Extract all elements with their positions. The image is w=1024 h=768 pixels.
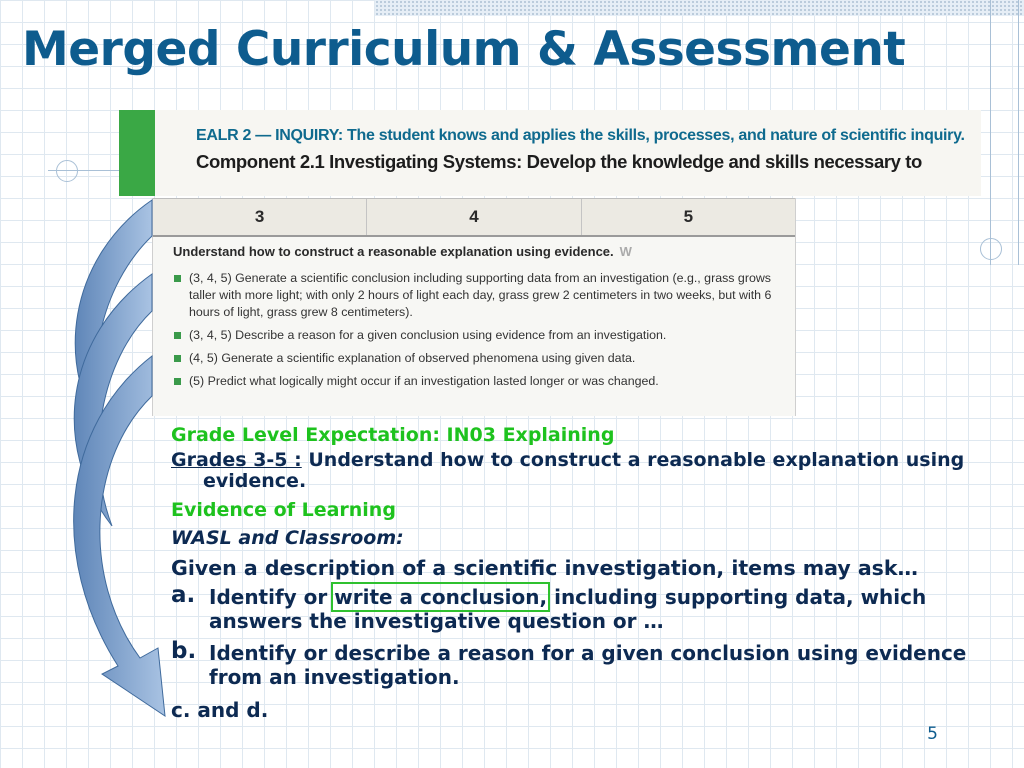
table-subheading-mark: W [619, 244, 632, 259]
top-decor-band [375, 0, 1024, 16]
item-b [171, 638, 1006, 689]
ealr-green-bar [119, 110, 155, 196]
table-header-cell: 3 [153, 199, 367, 235]
decor-circle [980, 238, 1002, 260]
decor-line [1018, 0, 1019, 265]
list-item [173, 373, 785, 390]
item-a-marker: a. [171, 582, 196, 608]
page-number: 5 [927, 724, 938, 744]
list-item [173, 270, 785, 321]
table-header-row [153, 198, 795, 237]
given-statement: Given a description of a scientific investigation, items may ask… [171, 556, 919, 580]
list-item-text: (3, 4, 5) Generate a scientific conclusion including supporting data from an investigation (e.g., grass grows taller with more light; with only 2 hours of light each day, grass grew 2 centimeters in two weeks, but with 6 hours of light, grass grew 8 centimeters). [189, 271, 772, 319]
item-a-pre: Identify or [209, 585, 335, 609]
wasl-label: WASL and Classroom: [171, 527, 404, 549]
highlighted-phrase: write a conclusion, [334, 585, 548, 609]
grades-label: Grades 3-5 : [171, 449, 302, 471]
list-item-text: (5) Predict what logically might occur if an investigation lasted longer or was changed. [189, 374, 659, 388]
table-subheading-text: Understand how to construct a reasonable explanation using evidence. [173, 244, 614, 259]
item-b-marker: b. [171, 638, 197, 664]
grades-text: Understand how to construct a reasonable explanation using evidence. [203, 449, 965, 492]
evidence-label: Evidence of Learning [171, 499, 396, 521]
gle-label: Grade Level Expectation: IN03 Explaining [171, 424, 615, 446]
decor-circle [56, 160, 78, 182]
item-a-post: including supporting data, which answers the investigative question or … [209, 585, 927, 633]
list-item-text: (3, 4, 5) Describe a reason for a given conclusion using evidence from an investigation. [189, 328, 667, 342]
item-b-text: Identify or describe a reason for a given conclusion using evidence from an investigation. [209, 641, 967, 689]
ealr-heading: EALR 2 — INQUIRY: The student knows and applies the skills, processes, and nature of scientific inquiry. [196, 127, 965, 144]
slide-body [171, 422, 1006, 723]
table-header-cell: 4 [367, 199, 581, 235]
gle-table-excerpt [152, 198, 796, 416]
grades-paragraph [171, 450, 1006, 492]
list-item [173, 350, 785, 367]
ealr-component: Component 2.1 Investigating Systems: Develop the knowledge and skills necessary to [196, 151, 922, 172]
decor-line [990, 0, 991, 265]
ealr-excerpt [119, 110, 981, 196]
list-item [173, 327, 785, 344]
table-subheading [173, 244, 632, 259]
table-header-cell: 5 [683, 207, 694, 226]
list-item-text: (4, 5) Generate a scientific explanation of observed phenomena using given data. [189, 351, 636, 365]
item-cd: c. and d. [171, 698, 269, 722]
table-bullet-list [173, 270, 785, 396]
item-a [171, 582, 1006, 633]
slide-title: Merged Curriculum & Assessment [22, 22, 906, 77]
